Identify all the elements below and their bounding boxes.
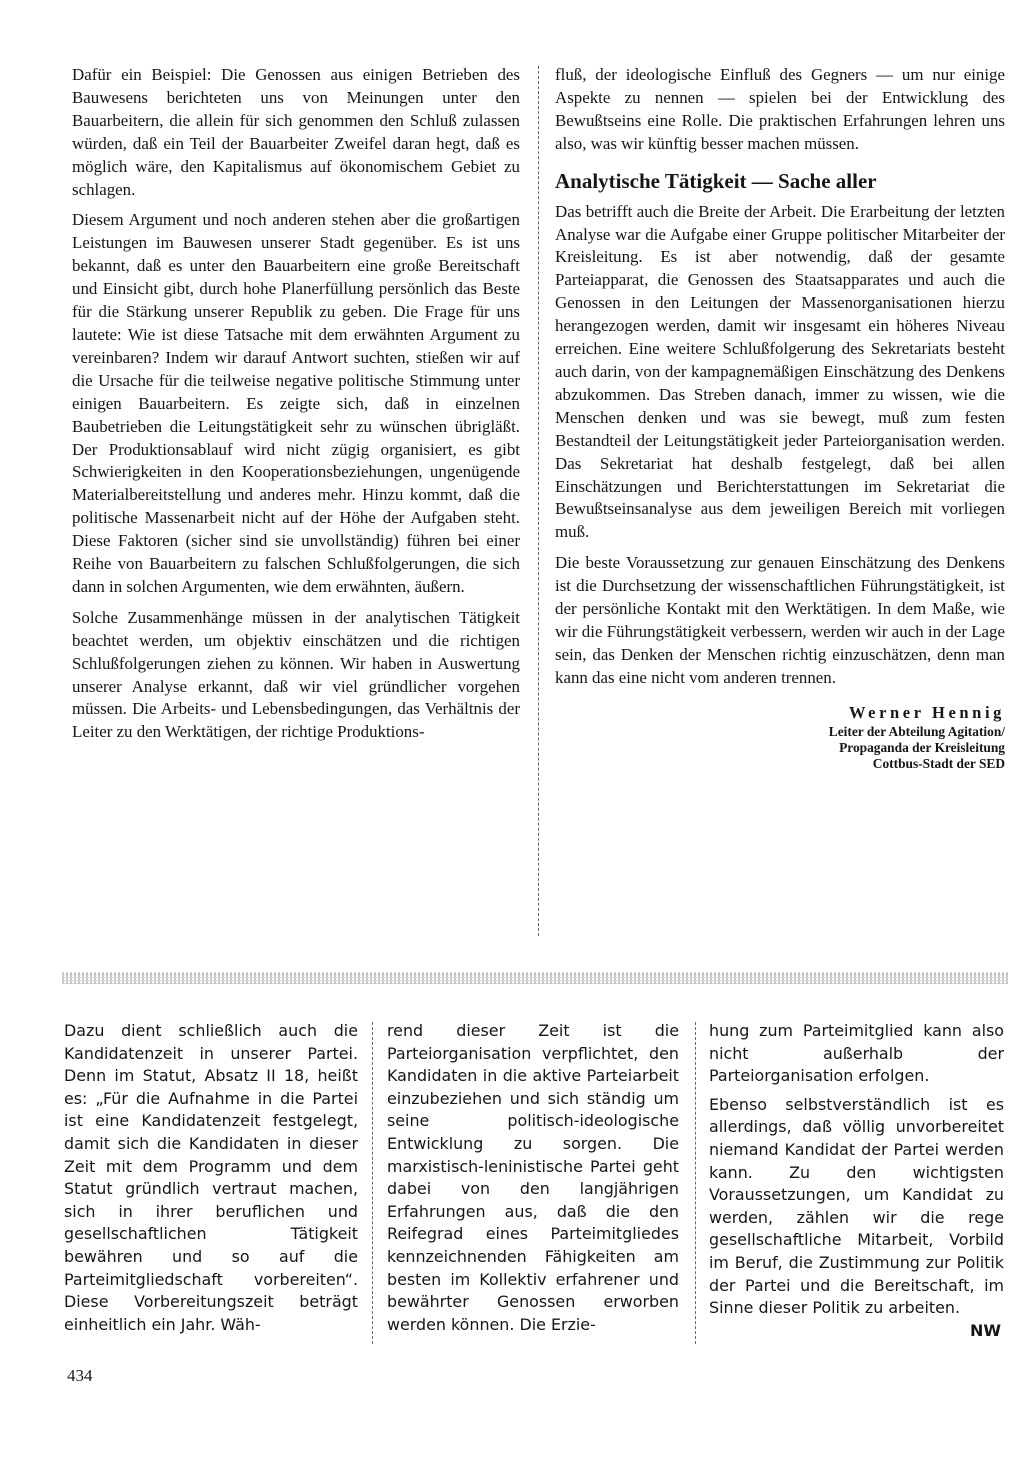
paragraph: Dafür ein Beispiel: Die Genossen aus einigen Betrieben des Bauwesens berichteten uns von Meinungen unter den Bauarbeitern, die allein für sich genommen den Schluß zulassen würden, daß ein Teil der Bauarbeiter Zweifel daran hegt, daß es möglich wäre, den Kapitalismus auf ökonomischem Gebiet zu schlagen. — [72, 65, 520, 199]
paragraph: Diesem Argument und noch anderen stehen aber die großartigen Leistungen im Bauwesen unserer Stadt gegenüber. Es ist uns bekannt, daß es unter den Bauarbeitern eine große Bereitschaft und Einsicht gibt, durch hohe Planerfüllung persönlich das Beste für die Stärkung unserer Republik zu geben. Die Frage für uns lautete: Wie ist diese Tatsache mit dem erwähnten Argument zu vereinbaren? Indem wir darauf Antwort suchten, stießen wir auf die Ursache für die teilweise negative politische Stimmung unter einigen Bauarbeitern. Es zeigte sich, daß in einzelnen Baubetrieben die Leitungstätigkeit sehr zu wünschen übrigläßt. Der Produktionsablauf wird nicht zügig organisiert, es gibt Schwierigkeiten in den Kooperationsbeziehungen, ungenügende Materialbereitstellung und anderes mehr. Hinzu kommt, daß die politische Massenarbeit nicht auf der Höhe der Aufgaben steht. Diese Faktoren (sicher sind sie unvollständig) führen bei einer Reihe von Bauarbeitern zu falschen Schlußfolgerungen, die sich dann in solchen Argumenten, wie dem erwähnten, äußern. — [72, 210, 520, 596]
article-right-column — [555, 64, 1005, 773]
column-divider — [695, 1022, 696, 1344]
paragraph: hung zum Parteimitglied kann also nicht außerhalb der Parteiorganisation erfolgen. — [709, 1021, 1004, 1086]
author-role: Cottbus-Stadt der SED — [872, 756, 1005, 772]
paragraph: fluß, der ideologische Einfluß des Gegners — um nur einige Aspekte zu nennen — spielen bei der Entwicklung des Bewußtseins eine Rolle. Die praktischen Erfahrungen lehren uns also, was wir künftig besser machen müssen. — [555, 65, 1005, 153]
paragraph: Ebenso selbstverständlich ist es allerdings, daß völlig unvorbereitet niemand Kandidat der Partei werden kann. Zu den wichtigsten Voraussetzungen, um Kandidat zu werden, zählen wir die rege gesellschaftliche Mitarbeit, Vorbild im Beruf, die Zustimmung zur Politik der Partei und die Bereitschaft, im Sinne dieser Politik zu arbeiten. — [709, 1094, 1004, 1318]
author-role: Leiter der Abteilung Agitation/ — [828, 723, 1005, 739]
author-initials: NW — [970, 1321, 1002, 1340]
bottom-column-3 — [709, 1020, 1004, 1320]
column-divider — [372, 1022, 373, 1344]
author-name: Werner Hennig — [848, 702, 1005, 722]
article-left-column — [72, 64, 520, 744]
paragraph: Die beste Voraussetzung zur genauen Einschätzung des Denkens ist die Durchsetzung der wissenschaftlichen Führungstätigkeit, ist der persönliche Kontakt mit den Werktätigen. In dem Maße, wie wir die Führungstätigkeit verbessern, werden wir auch in der Lage sein, das Denken der Menschen richtig einzuschätzen, denn man kann das eine nicht vom anderen trennen. — [555, 553, 1005, 687]
section-separator — [62, 972, 1008, 984]
paragraph: Dazu dient schließlich auch die Kandidatenzeit in unserer Partei. Denn im Statut, Absatz II 18, heißt es: „Für die Aufnahme in die Partei ist eine Kandidatenzeit festgelegt, damit sich die Kandidaten in dieser Zeit mit dem Programm und dem Statut gründlich vertraut machen, sich in ihrer beruflichen und gesellschaftlichen Tätigkeit bewähren und so auf die Parteimitgliedschaft vorbereiten“. Diese Vorbereitungszeit beträgt einheitlich ein Jahr. Wäh- — [64, 1021, 358, 1334]
paragraph: Das betrifft auch die Breite der Arbeit. Die Erarbeitung der letzten Analyse war die Aufgabe einer Gruppe politischer Mitarbeiter der Kreisleitung. Es ist aber notwendig, daß der gesamte Parteiapparat, die Genossen des Staatsapparates und auch die Genossen in den Leitungen der Massenorganisationen hierzu herangezogen werden, damit wir insgesamt ein höheres Niveau erreichen. Eine weitere Schlußfolgerung des Sekretariats besteht auch darin, von der kampagnemäßigen Einschätzung des Denkens abzukommen. Das Streben danach, immer zu wissen, wie die Menschen denken und was sie bewegt, muß zum festen Bestandteil der Leitungstätigkeit jeder Parteiorganisation werden. Das Sekretariat hat deshalb festgelegt, daß bei allen Einschätzungen und Berichterstattungen im Sekretariat die Bewußtseinsanalyse aus dem jeweiligen Bereich mit vorliegen muß. — [555, 201, 1005, 542]
author-role: Propaganda der Kreisleitung — [839, 740, 1005, 756]
column-divider — [538, 66, 539, 936]
paragraph: Solche Zusammenhänge müssen in der analytischen Tätigkeit beachtet werden, um objektiv einschätzen und die richtigen Schlußfolgerungen ziehen zu können. Wir haben in Auswertung unserer Analyse erkannt, daß wir viel gründlicher vorgehen müssen. Die Arbeits- und Lebensbedingungen, das Verhältnis der Leiter zu den Werktätigen, der richtige Produktions- — [72, 607, 520, 742]
signature-block — [555, 702, 1005, 773]
paragraph: rend dieser Zeit ist die Parteiorganisation verpflichtet, den Kandidaten in die aktive Parteiarbeit einzubeziehen und sich ständig um seine politisch-ideologische Entwicklung zu sorgen. Die marxistisch-leninistische Partei geht dabei von den langjährigen Erfahrungen aus, daß die den Reifegrad eines Parteimitgliedes kennzeichnenden Fähigkeiten am besten im Kollektiv erfahrener und bewährter Genossen erworben werden können. Die Erzie- — [387, 1021, 679, 1334]
section-heading: Analytische Tätigkeit — Sache aller — [555, 168, 877, 193]
bottom-column-1 — [64, 1020, 358, 1336]
bottom-column-2 — [387, 1020, 679, 1336]
page-number: 434 — [67, 1366, 93, 1385]
